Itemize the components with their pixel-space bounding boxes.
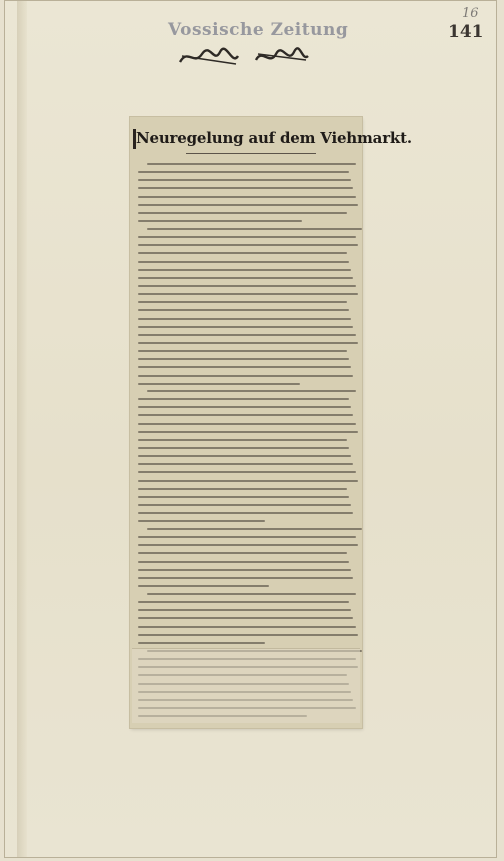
article-body-paragraph-4: [138, 528, 360, 593]
article-body-paragraph-1: [138, 163, 360, 228]
text-line: [138, 544, 358, 546]
text-line: [147, 593, 356, 595]
text-line: [138, 520, 265, 522]
text-line: [138, 439, 347, 441]
text-line: [147, 390, 356, 392]
text-line: [138, 366, 351, 368]
article-body-paragraph-5: [138, 593, 360, 650]
text-line: [138, 261, 349, 263]
article-body-paragraph-2: [138, 228, 360, 391]
page-number: 141: [448, 22, 484, 42]
text-line: [138, 431, 358, 433]
text-line: [138, 326, 353, 328]
text-line: [138, 350, 347, 352]
text-line: [138, 375, 353, 377]
text-line: [138, 204, 358, 206]
text-line: [138, 383, 300, 385]
text-line: [138, 609, 351, 611]
text-line: [138, 212, 347, 214]
text-line: [138, 252, 347, 254]
pencil-annotation: 16: [462, 6, 479, 21]
text-line: [138, 398, 349, 400]
signature-scribble: [178, 44, 310, 70]
binding-edge: [17, 1, 27, 857]
text-line: [138, 536, 356, 538]
text-line: [138, 318, 351, 320]
clipping-fold: [132, 648, 360, 723]
text-line: [138, 309, 349, 311]
text-line: [138, 220, 302, 222]
text-line: [138, 480, 358, 482]
text-line: [138, 561, 349, 563]
text-line: [138, 552, 347, 554]
text-line: [138, 496, 349, 498]
text-line: [138, 358, 349, 360]
text-line: [138, 601, 349, 603]
text-line: [138, 277, 353, 279]
text-line: [138, 512, 353, 514]
text-line: [138, 504, 351, 506]
text-line: [138, 642, 265, 644]
text-line: [138, 423, 356, 425]
text-line: [138, 179, 351, 181]
text-line: [138, 455, 351, 457]
text-line: [147, 528, 362, 530]
article-headline: Neuregelung auf dem Viehmarkt.: [136, 129, 412, 147]
text-line: [138, 585, 269, 587]
text-line: [138, 187, 353, 189]
text-line: [138, 406, 351, 408]
text-line: [138, 285, 356, 287]
text-line: [138, 244, 358, 246]
text-line: [138, 577, 353, 579]
text-line: [138, 617, 353, 619]
text-line: [138, 447, 349, 449]
text-line: [138, 236, 356, 238]
text-line: [138, 471, 356, 473]
text-line: [138, 634, 358, 636]
newspaper-stamp: Vossische Zeitung: [168, 20, 349, 40]
text-line: [138, 171, 349, 173]
text-line: [138, 569, 351, 571]
text-line: [138, 626, 356, 628]
text-line: [138, 196, 356, 198]
text-line: [147, 163, 356, 165]
text-line: [138, 414, 353, 416]
text-line: [147, 228, 362, 230]
text-line: [138, 488, 347, 490]
article-body-paragraph-3: [138, 390, 360, 528]
text-line: [138, 293, 358, 295]
text-line: [138, 342, 358, 344]
headline-rule: [186, 153, 316, 154]
text-line: [138, 301, 347, 303]
text-line: [138, 334, 356, 336]
text-line: [138, 463, 353, 465]
text-line: [138, 269, 351, 271]
